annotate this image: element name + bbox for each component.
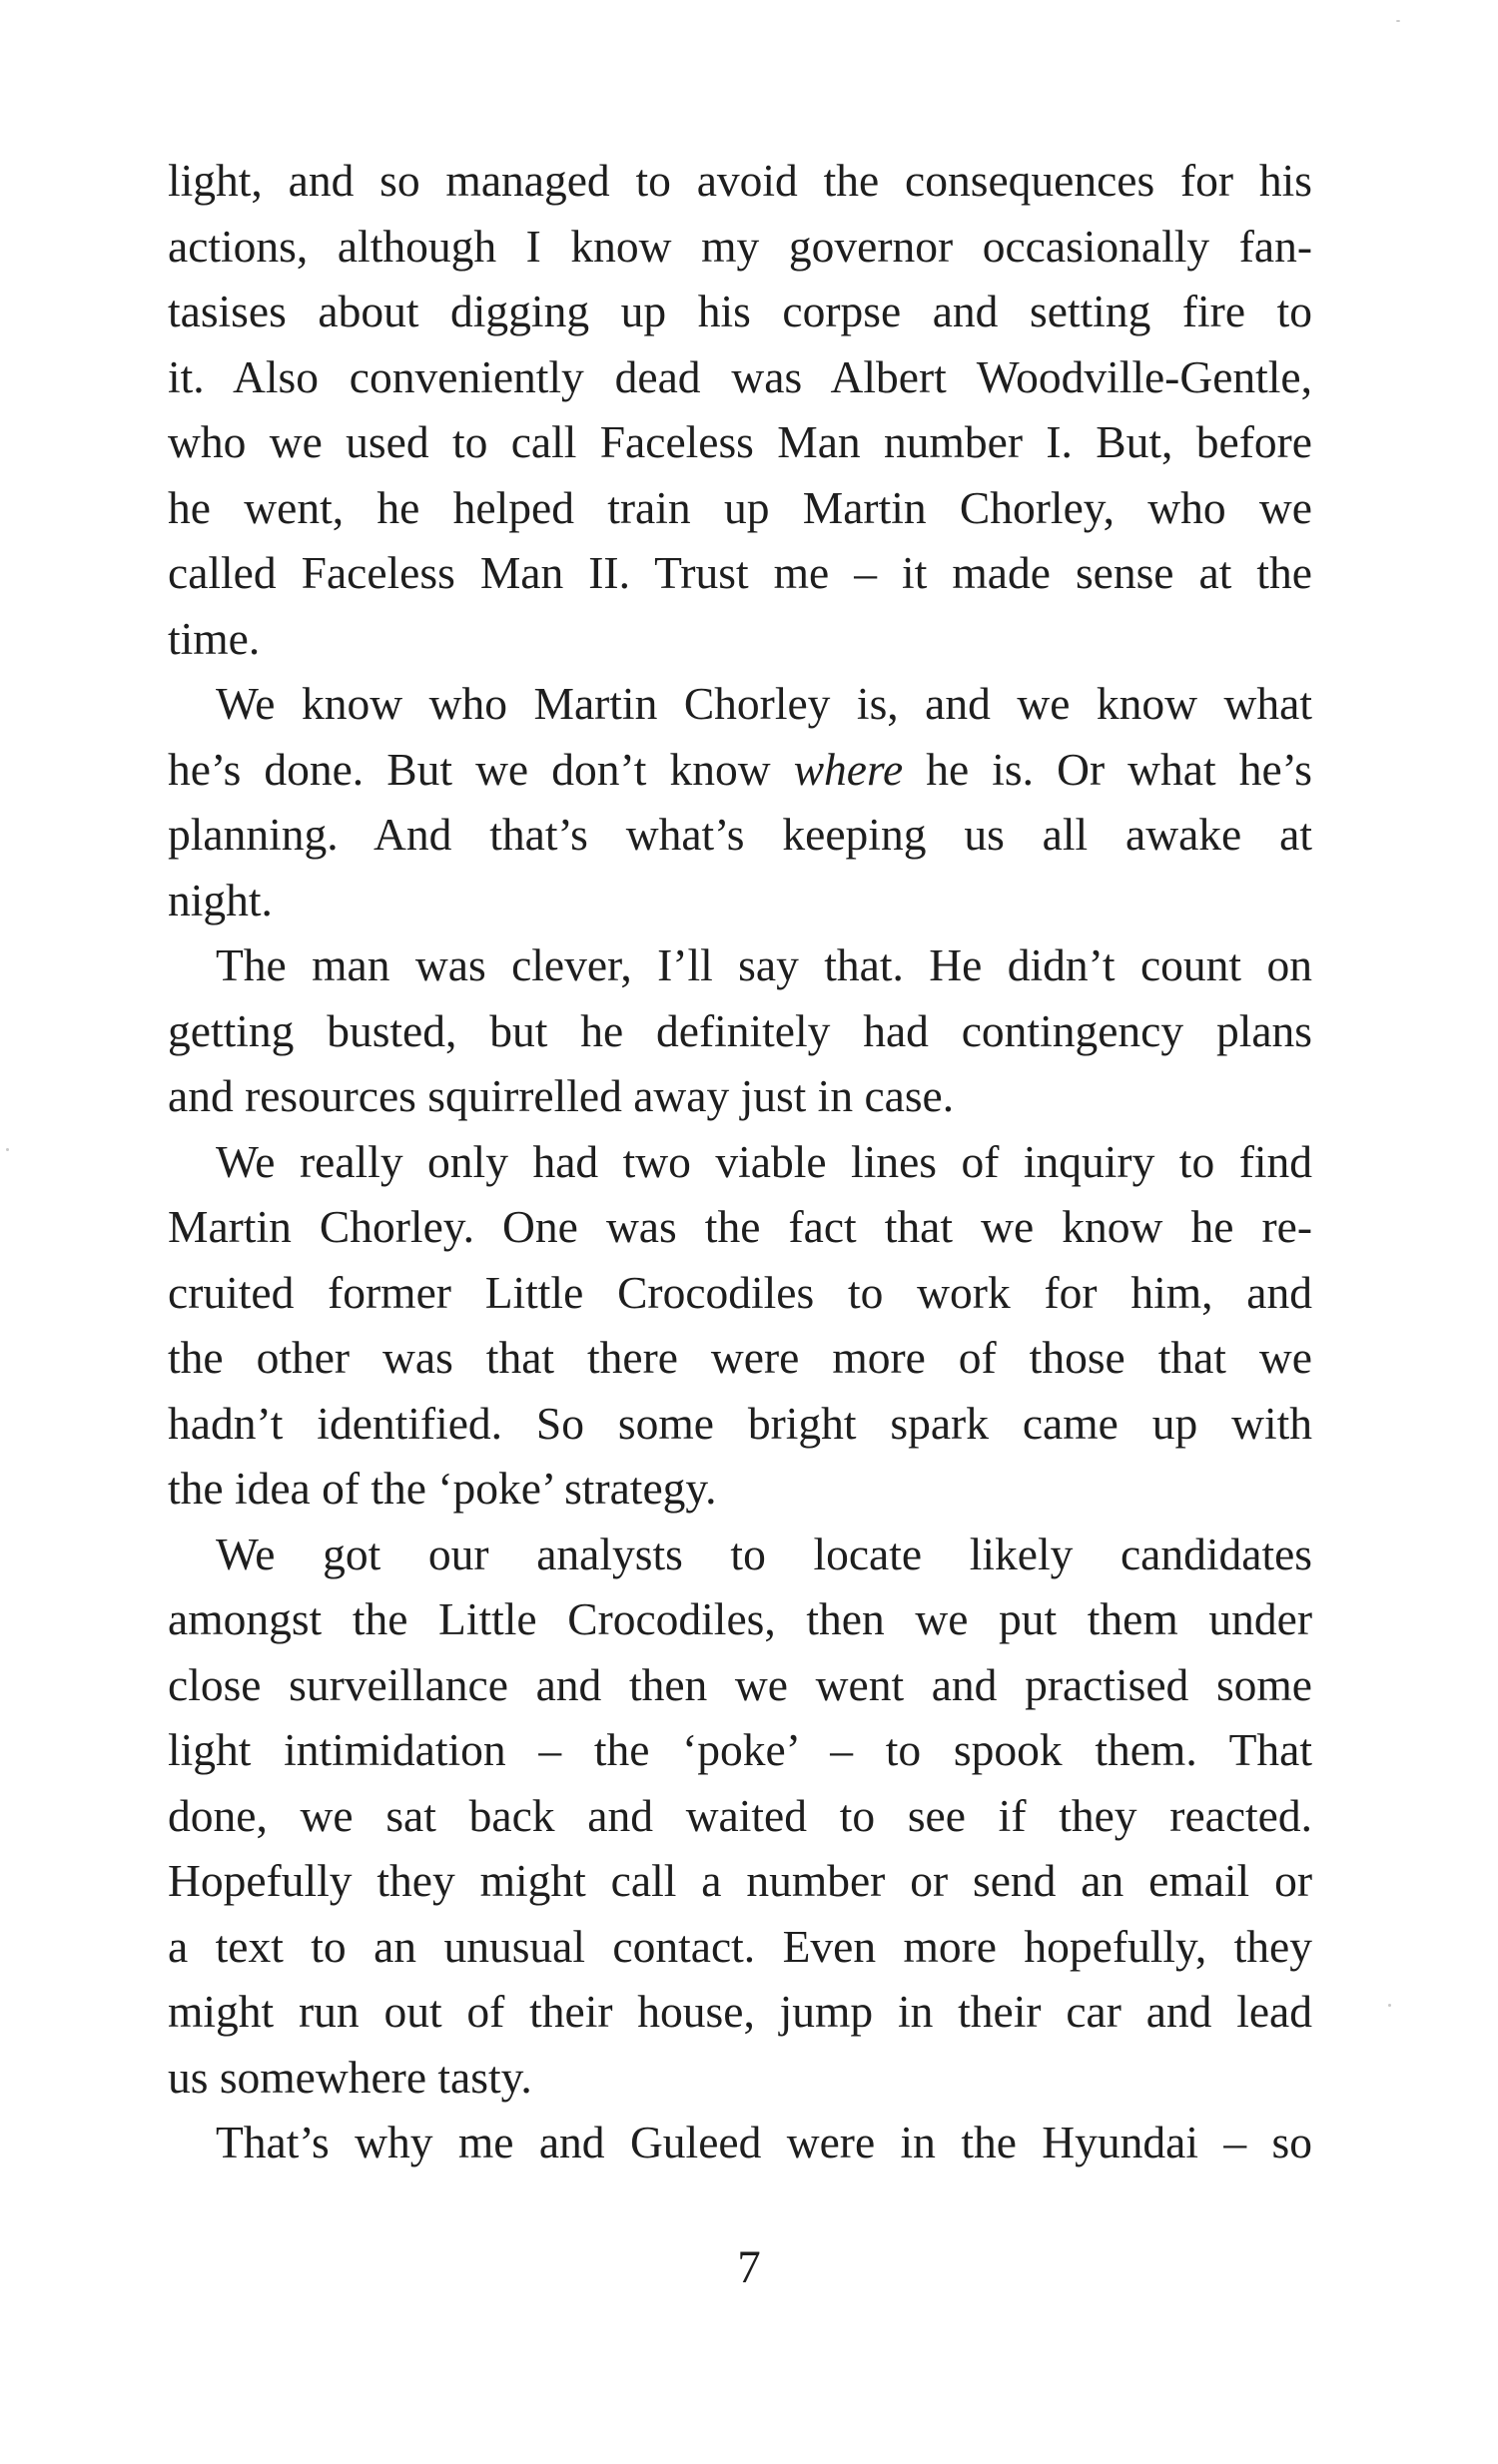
text-line: the idea of the ‘poke’ strategy.: [168, 1463, 717, 1514]
text-line: done, we sat back and waited to see if they reacted.: [168, 1789, 1312, 1841]
text-line: The man was clever, I’ll say that. He didn’t count on: [216, 939, 1312, 990]
emphasis-where: where: [793, 743, 904, 795]
text-line: close surveillance and then we went and practised some: [168, 1658, 1312, 1710]
text-line: light, and so managed to avoid the consequences for his: [168, 155, 1312, 206]
text-line: getting busted, but he definitely had contingency plans: [168, 1004, 1312, 1056]
text-line: called Faceless Man II. Trust me – it made sense at the: [168, 547, 1312, 598]
text-line: us somewhere tasty.: [168, 2051, 532, 2103]
text-line: We really only had two viable lines of inquiry to find: [216, 1135, 1312, 1187]
text-line: actions, although I know my governor occasionally fan-: [168, 220, 1312, 272]
text-line: amongst the Little Crocodiles, then we put them under: [168, 1593, 1312, 1644]
text-line: Hopefully they might call a number or send an email or: [168, 1855, 1312, 1906]
text-line: tasises about digging up his corpse and setting fire to: [168, 286, 1312, 336]
text-line: We know who Martin Chorley is, and we know what: [216, 678, 1312, 729]
text-line: who we used to call Faceless Man number I. But, before: [168, 416, 1312, 467]
text-line: planning. And that’s what’s keeping us all awake at: [168, 809, 1312, 860]
page-number: 7: [737, 2241, 761, 2293]
text-line: and resources squirrelled away just in case.: [168, 1070, 955, 1121]
text-line: time.: [168, 612, 261, 664]
text-line: hadn’t identified. So some bright spark came up with: [168, 1397, 1312, 1449]
text-line: That’s why me and Guleed were in the Hyundai – so: [216, 2117, 1312, 2167]
text-line: We got our analysts to locate likely candidates: [216, 1528, 1312, 1579]
text-line: Martin Chorley. One was the fact that we know he re-: [168, 1201, 1312, 1252]
text-line: cruited former Little Crocodiles to work for him, and: [168, 1266, 1312, 1318]
paper-speck: [1388, 2004, 1391, 2007]
paper-speck: [6, 1148, 9, 1151]
text-line: he’s done. But we don’t know where he is. Or what he’s: [168, 743, 1312, 795]
text-line: a text to an unusual contact. Even more hopefully, they: [168, 1920, 1312, 1972]
body-text: [168, 148, 1312, 2175]
text-line: he went, he helped train up Martin Chorley, who we: [168, 481, 1312, 533]
text-line: the other was that there were more of those that we: [168, 1332, 1312, 1383]
text-line: light intimidation – the ‘poke’ – to spook them. That: [168, 1724, 1312, 1775]
text-line: night.: [168, 874, 273, 925]
text-line: it. Also conveniently dead was Albert Woodville-Gentle,: [168, 350, 1312, 402]
text-line: might run out of their house, jump in their car and lead: [168, 1986, 1312, 2037]
paper-speck: [1396, 20, 1400, 22]
